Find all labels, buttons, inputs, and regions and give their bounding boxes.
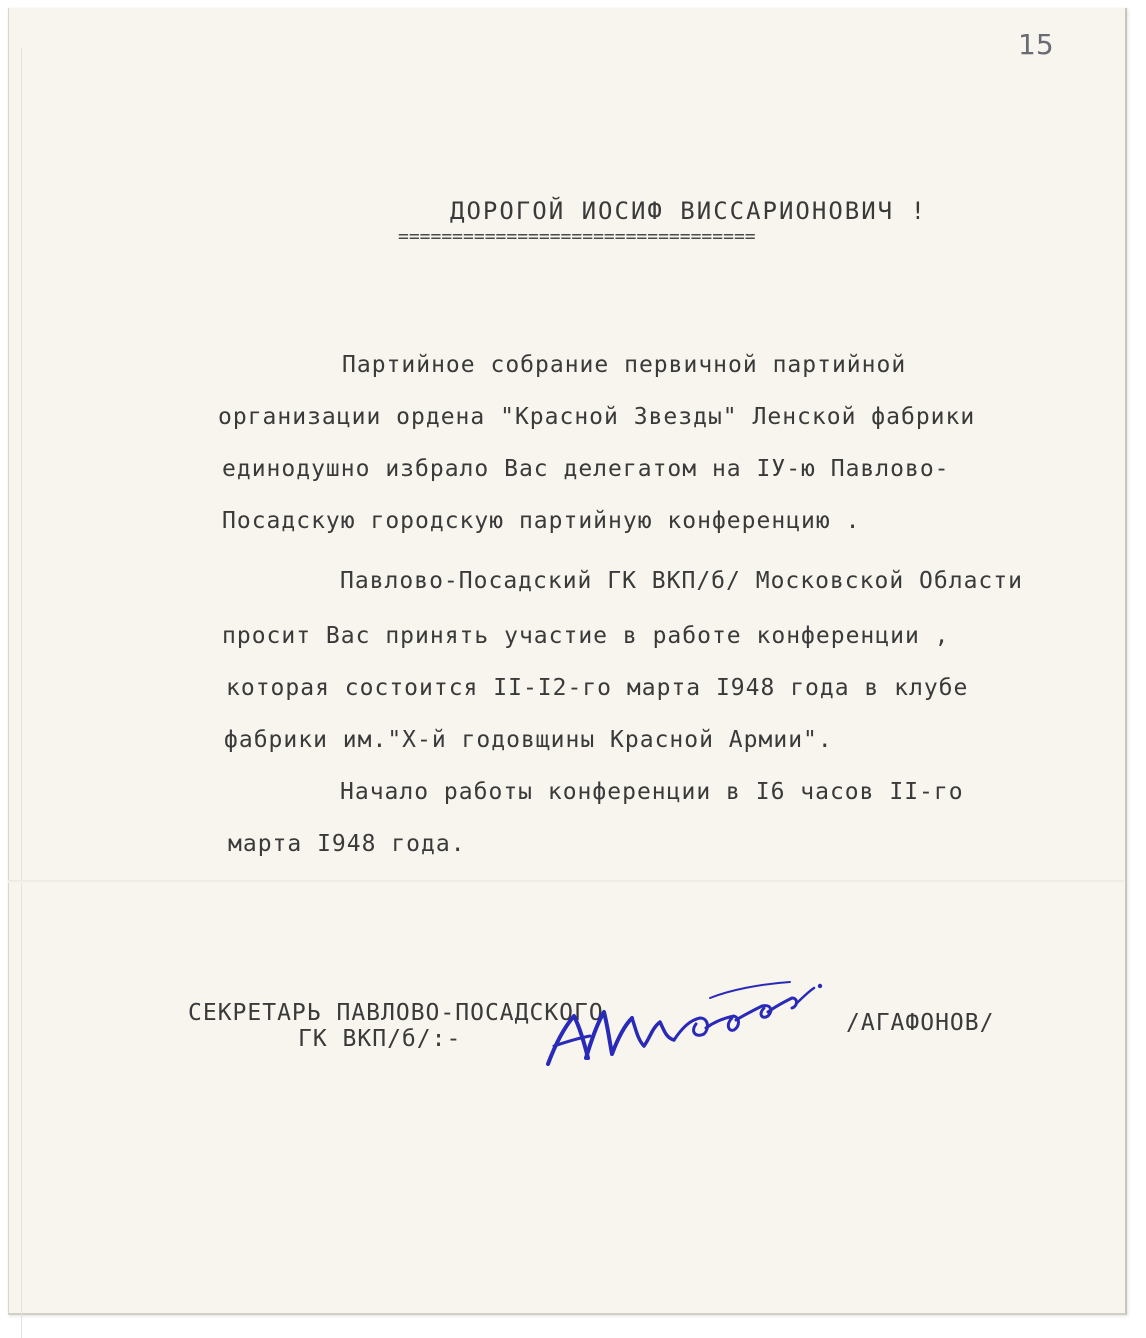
body-line: Начало работы конференции в I6 часов II-го (340, 779, 964, 805)
page-number: 15 (1018, 28, 1054, 61)
body-line: марта I948 года. (228, 831, 466, 857)
body-line: Павлово-Посадский ГК ВКП/б/ Московской Области (340, 568, 1023, 594)
signatory-organization: ГК ВКП/б/:- (298, 1026, 462, 1052)
paper-fold (8, 880, 1124, 883)
signatory-name: /АГАФОНОВ/ (846, 1010, 995, 1036)
signatory-title: СЕКРЕТАРЬ ПАВЛОВО-ПОСАДСКОГО (188, 1000, 604, 1026)
body-line: фабрики им."Х-й годовщины Красной Армии". (224, 727, 833, 753)
handwritten-signature (540, 968, 830, 1078)
body-line: которая состоится II-I2-го марта I948 года в клубе (226, 675, 969, 701)
salutation-underline: ================================= (398, 226, 756, 247)
body-line: единодушно избрало Вас делегатом на IУ-ю Павлово- (222, 456, 950, 482)
sheet-edge (21, 48, 22, 1338)
body-line: просит Вас принять участие в работе конференции , (222, 623, 950, 649)
body-line: организации ордена "Красной Звезды" Ленской фабрики (218, 404, 976, 430)
body-line: Партийное собрание первичной партийной (342, 352, 907, 378)
body-line: Посадскую городскую партийную конференцию . (222, 508, 861, 534)
salutation: ДОРОГОЙ ИОСИФ ВИССАРИОНОВИЧ ! (450, 197, 928, 225)
